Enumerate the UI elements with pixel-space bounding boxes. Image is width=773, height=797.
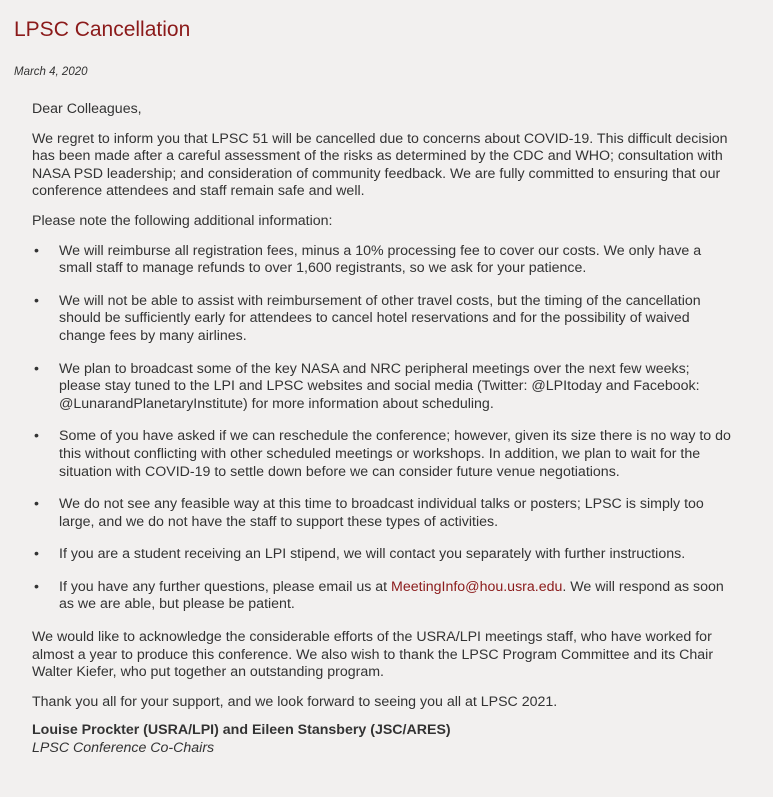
salutation: Dear Colleagues, [32,101,142,117]
bullet-icon: • [34,496,39,513]
list-item-text: Some of you have asked if we can reschedule the conference; however, given its size there is no way to do this without conflicting with other scheduled meetings or workshops. In addition, we plan to wait for the situation with COVID-19 to settle down before we can consider future venue negotiations. [59,428,731,480]
intro-paragraph: We regret to inform you that LPSC 51 will be cancelled due to concerns about COVID-19. This difficult decision has been made after a careful assessment of the risks as determined by the CDC and WHO; consultation with NASA PSD leadership; and consideration of community feedback. We are fully committed to ensuring that our conference attendees and staff remain safe and well. [32,130,728,200]
bullet-icon: • [34,578,39,595]
list-item [32,428,732,481]
information-list [32,243,732,615]
list-item-text-after: . We will respond as soon as we are able, but please be patient. [59,578,724,613]
signature-names: Louise Prockter (USRA/LPI) and Eileen Stansbery (JSC/ARES) [32,722,451,739]
list-item-text: If you are a student receiving an LPI stipend, we will contact you separately with further instructions. [59,546,686,563]
closing-paragraph: Thank you all for your support, and we look forward to seeing you all at LPSC 2021. [32,693,558,710]
list-item-text: We do not see any feasible way at this time to broadcast individual talks or posters; LPSC is simply too large, and we do not have the staff to support these types of activities. [59,496,704,530]
signature-role: LPSC Conference Co-Chairs [32,740,215,757]
bullet-icon: • [34,242,39,259]
list-item-text: We will reimburse all registration fees, minus a 10% processing fee to cover our costs. We only have a small staff to manage refunds to over 1,600 registrants, so we ask for your patience. [59,242,702,277]
bullet-icon: • [34,546,39,563]
acknowledgement-paragraph: We would like to acknowledge the considerable efforts of the USRA/LPI meetings staff, who have worked for almost a year to produce this conference. We also wish to thank the LPSC Program Committee and its Chair Walter Kiefer, who put together an outstanding program. [32,629,714,681]
list-item [32,243,732,278]
letter-body [32,101,732,758]
list-intro: Please note the following additional information: [32,212,333,229]
list-item-text: We will not be able to assist with reimbursement of other travel costs, but the timing of the cancellation should be sufficiently early for attendees to cancel hotel reservations and for the possibility of waived change fees by many airlines. [59,292,701,344]
email-link[interactable]: MeetingInfo@hou.usra.edu [391,578,563,595]
list-item [32,579,732,614]
bullet-icon: • [34,292,39,309]
list-item-text: We plan to broadcast some of the key NASA and NRC peripheral meetings over the next few weeks; please stay tuned to the LPI and LPSC websites and social media (Twitter: @LPItoday and Facebook: @LunarandPlanetaryInstitute) for more information about scheduling. [59,360,700,412]
bullet-icon: • [34,360,39,377]
publication-date: March 4, 2020 [14,66,88,78]
list-item [32,293,732,346]
list-item [32,496,732,531]
list-item [32,546,732,564]
list-item [32,361,732,414]
page-title: LPSC Cancellation [14,18,191,41]
bullet-icon: • [34,428,39,445]
list-item-text-before: If you have any further questions, please email us at [59,578,392,595]
